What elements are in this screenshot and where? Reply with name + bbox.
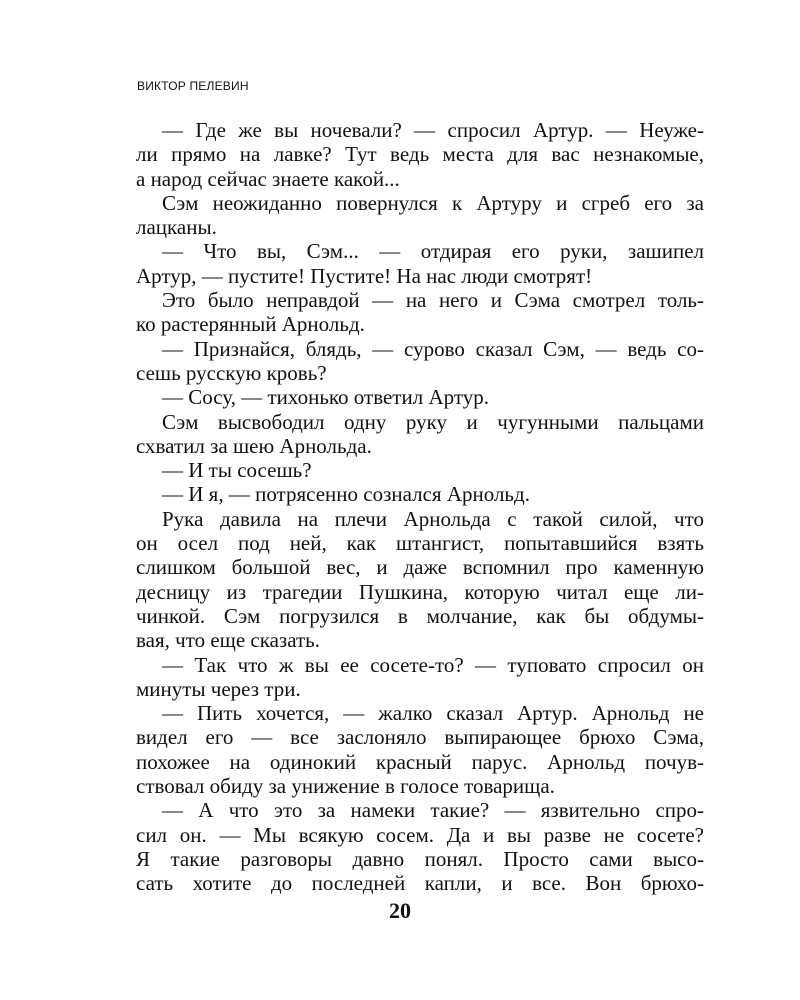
text-line: Это было неправдой — на него и Сэма смотрел толь- bbox=[162, 288, 704, 313]
text-line: Артур, — пустите! Пустите! На нас люди смотрят! bbox=[136, 263, 593, 288]
text-line: ко растерянный Арнольд. bbox=[136, 312, 365, 337]
text-line: — Что вы, Сэм... — отдирая его руки, зашипел bbox=[162, 239, 704, 264]
text-line: ствовал обиду за унижение в голосе товарища. bbox=[136, 774, 555, 799]
text-line: сать хотите до последней капли, и все. Вон брюхо- bbox=[136, 871, 704, 896]
text-line: — А что это за намеки такие? — язвительно спро- bbox=[162, 798, 704, 823]
text-line: сешь русскую кровь? bbox=[136, 360, 327, 385]
text-line: Я такие разговоры давно понял. Просто сами высо- bbox=[136, 846, 704, 871]
text-line: Рука давила на плечи Арнольда с такой силой, что bbox=[162, 506, 704, 531]
text-line: — Пить хочется, — жалко сказал Артур. Арнольд не bbox=[162, 701, 704, 726]
body-text bbox=[136, 118, 704, 896]
text-line: слишком большой вес, и даже вспомнил про каменную bbox=[136, 555, 704, 580]
text-line: десницу из трагедии Пушкина, которую читал еще ли- bbox=[136, 579, 704, 604]
text-line: — Признайся, блядь, — сурово сказал Сэм, — ведь со- bbox=[162, 336, 704, 361]
running-head-author: ВИКТОР ПЕЛЕВИН bbox=[137, 79, 249, 93]
text-line: — Где же вы ночевали? — спросил Артур. — Неуже- bbox=[162, 118, 704, 142]
text-line: Сэм неожиданно повернулся к Артуру и сгреб его за bbox=[162, 190, 704, 215]
text-line: — И ты сосешь? bbox=[162, 458, 312, 483]
text-line: он осел под ней, как штангист, попытавшийся взять bbox=[136, 531, 704, 556]
text-line: лацканы. bbox=[136, 215, 217, 240]
text-line: — И я, — потрясенно сознался Арнольд. bbox=[162, 482, 530, 507]
page-number: 20 bbox=[389, 898, 411, 923]
text-line: видел его — все заслоняло выпирающее брюхо Сэма, bbox=[136, 725, 704, 750]
text-line: сил он. — Мы всякую сосем. Да и вы разве не сосете? bbox=[136, 822, 704, 847]
text-line: — Так что ж вы ее сосете-то? — туповато спросил он bbox=[162, 652, 704, 677]
text-line: чинкой. Сэм погрузился в молчание, как бы обдумы- bbox=[136, 603, 704, 628]
text-line: Сэм высвободил одну руку и чугунными пальцами bbox=[162, 409, 704, 434]
text-line: схватил за шею Арнольда. bbox=[136, 433, 372, 458]
text-line: минуты через три. bbox=[136, 676, 301, 701]
text-line: вая, что еще сказать. bbox=[136, 628, 320, 653]
text-line: похожее на одинокий красный парус. Арнольд почув- bbox=[136, 749, 704, 774]
text-line: — Сосу, — тихонько ответил Артур. bbox=[162, 385, 489, 410]
text-line: а народ сейчас знаете какой... bbox=[136, 166, 400, 191]
text-line: ли прямо на лавке? Тут ведь места для вас незнакомые, bbox=[136, 142, 704, 167]
